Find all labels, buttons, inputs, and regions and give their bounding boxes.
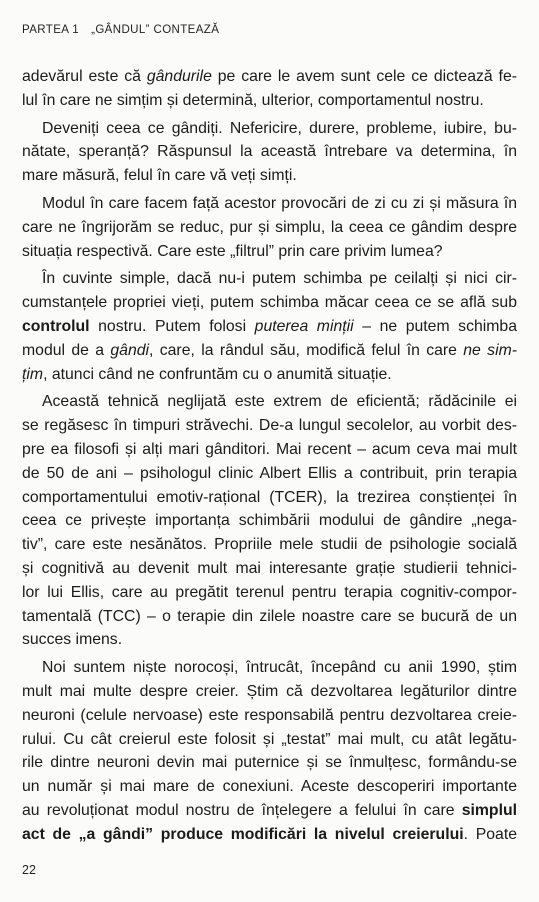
text-line [22, 799, 517, 823]
text-line: În cuvinte simple, dacă nu-i putem schimba pe ceilalți și nici cir- [42, 270, 517, 288]
text-line: neuroni (celule nervoase) este responsabilă pentru dezvoltarea creie- [22, 706, 517, 724]
text-line: mare măsură, felul în care vă veți simți. [22, 167, 297, 185]
paragraph [22, 65, 517, 113]
text-line [22, 823, 517, 847]
text-line: situația respectivă. Care este „filtrul” prin care privim lumea? [22, 242, 443, 260]
text-line: succes imens. [22, 631, 123, 649]
body-text [22, 65, 517, 847]
text-line: și cognitivă au devenit mult mai interesante grație studierii tehnici- [22, 559, 517, 577]
text-line: Această tehnică neglijată este extrem de eficientă; rădăcinile ei [42, 393, 517, 411]
text-line: care ne îngrijorăm se reduc, pur și simplu, la ceea ce gândim despre [22, 218, 517, 236]
header-part: PARTEA 1 [22, 24, 80, 36]
italic-text: gândurile [146, 68, 212, 85]
text-line [22, 339, 517, 363]
text-line: un număr și mai mare de conexiuni. Aceste descoperiri importante [22, 778, 517, 796]
bold-text: controlul [22, 317, 90, 335]
italic-text: puterea minții [254, 317, 354, 335]
text-line: comportamentului emotiv-rațional (TCER), la trezirea conștienței în [22, 488, 517, 506]
text-line: Deveniți ceea ce gândiți. Nefericire, durere, probleme, iubire, bu- [42, 119, 517, 137]
text-line: mult mai multe despre creier. Știm că dezvoltarea legăturilor dintre [22, 682, 517, 700]
text-line: de 50 de ani – psihologul clinic Albert Ellis a contribuit, prin terapia [22, 464, 517, 482]
header-chapter-title: „GÂNDUL” CONTEAZĂ [91, 24, 220, 36]
paragraph [22, 656, 517, 846]
text-line [22, 363, 517, 387]
text-line: lul în care ne simțim și determină, ulterior, comportamentul nostru. [22, 91, 484, 109]
text-line: Modul în care facem față acestor provocări de zi cu zi și măsura în [42, 194, 517, 212]
paragraph [22, 192, 517, 263]
text-line: tiv”, care este nesănătos. Propriile mele studii de psihologie socială [22, 536, 517, 554]
paragraph [22, 390, 517, 652]
paragraph [22, 267, 517, 386]
text-segment: pe care le avem sunt cele ce dictează fe- [211, 68, 517, 85]
bold-text: simplul [461, 801, 517, 819]
text-segment: , atunci când ne confruntăm cu o anumită situație. [43, 365, 392, 383]
text-segment: – ne putem schimba [353, 317, 518, 335]
text-segment: au revoluționat modul nostru de înțelegere a felului în care [22, 801, 462, 819]
text-line: lor lui Ellis, care au pregătit terenul pentru terapia cognitiv-compor- [22, 583, 517, 601]
text-line: cumstanțele propriei vieți, putem schimba măcar ceea ce se află sub [22, 294, 517, 312]
text-segment: modul de a [22, 341, 111, 359]
text-line: nătate, speranță? Răspunsul la această întrebare va determina, în [22, 143, 517, 161]
text-segment: . Poate [463, 825, 518, 843]
paragraph [22, 117, 517, 188]
text-line: pre ea filosofi și alți mari gânditori. Mai recent – acum ceva mai mult [22, 440, 517, 458]
text-segment: adevărul este că [22, 68, 147, 85]
text-line [22, 65, 517, 89]
text-line: se regăsesc în timpuri străvechi. De-a lungul secolelor, au vorbit des- [22, 417, 517, 435]
text-line: rului. Cu cât creierul este folosit și „testat” mai mult, cu atât legătu- [22, 730, 517, 748]
text-line: ceea ce privește importanța schimbării modului de gândire „nega- [22, 512, 517, 530]
text-line: rile dintre neuroni devin mai puternice și se înmulțesc, formându-se [22, 754, 517, 772]
italic-text: țim [22, 365, 44, 383]
page-number: 22 [22, 863, 36, 877]
text-line: Noi suntem niște norocoși, întrucât, începând cu anii 1990, știm [42, 659, 517, 677]
text-line: tamentală (TCC) – o terapie din zilele noastre care se bucură de un [22, 607, 517, 625]
italic-text: ne sim- [463, 341, 517, 359]
bold-text: act de „a gândi” produce modificări la nivelul creierului [22, 825, 464, 843]
text-line [22, 315, 517, 339]
text-segment: , care, la rândul său, modifică felul în care [149, 341, 464, 359]
running-header [22, 24, 219, 36]
italic-text: gândi [110, 341, 150, 359]
text-segment: nostru. Putem folosi [89, 317, 255, 335]
